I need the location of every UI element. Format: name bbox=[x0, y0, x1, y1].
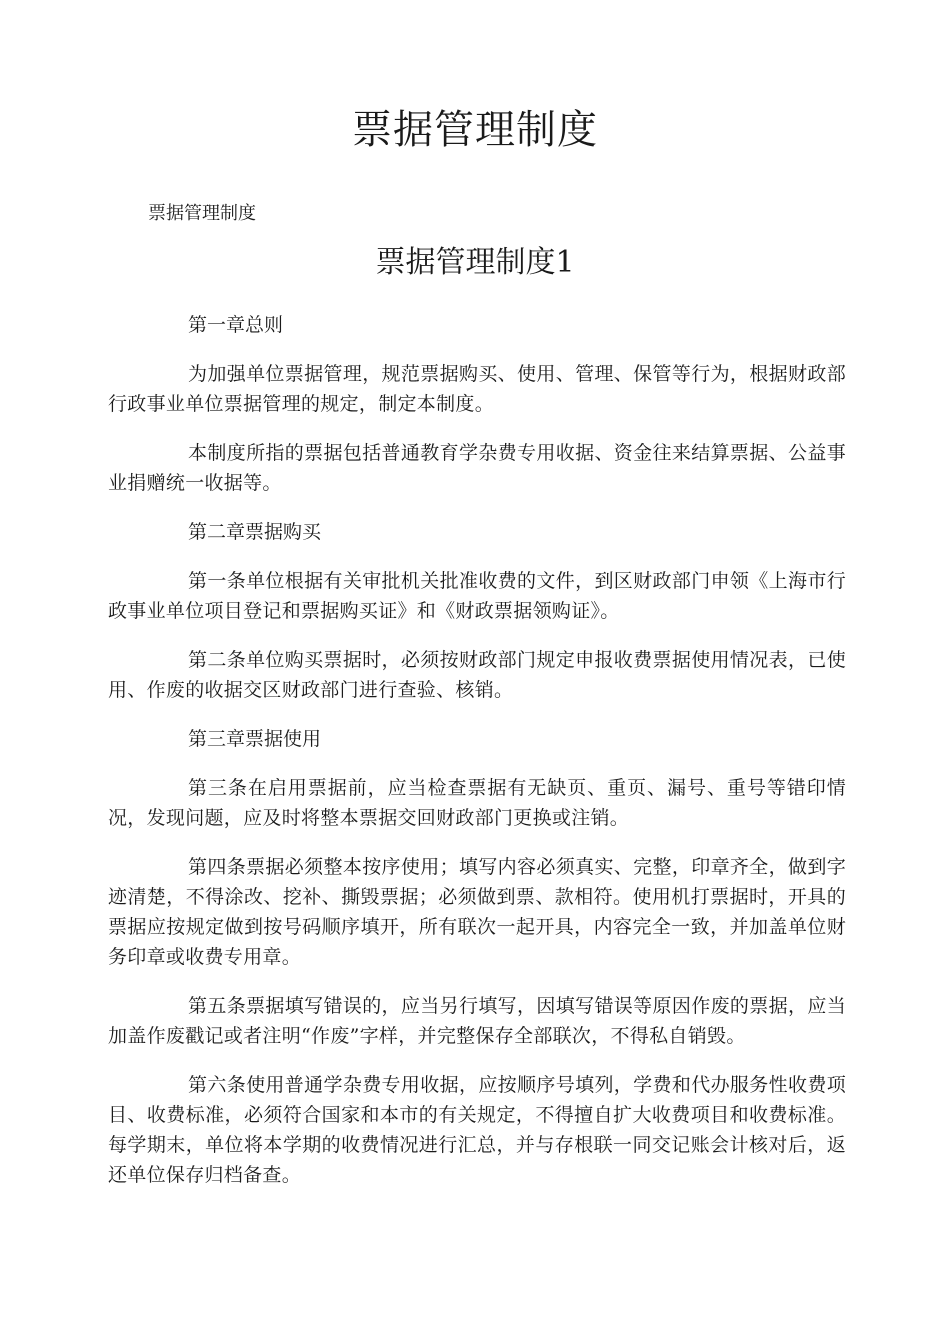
paragraph: 第四条票据必须整本按序使用；填写内容必须真实、完整，印章齐全，做到字迹清楚，不得涂改、挖补、撕毁票据；必须做到票、款相符。使用机打票据时，开具的票据应按规定做到按号码顺序填开，所有联次一起开具，内容完全一致，并加盖单位财务印章或收费专用章。 bbox=[108, 856, 846, 968]
paragraph: 本制度所指的票据包括普通教育学杂费专用收据、资金往来结算票据、公益事业捐赠统一收据等。 bbox=[108, 442, 846, 494]
document-body bbox=[108, 310, 846, 1209]
paragraph: 第六条使用普通学杂费专用收据，应按顺序号填列，学费和代办服务性收费项目、收费标准，必须符合国家和本市的有关规定，不得擅自扩大收费项目和收费标准。每学期末，单位将本学期的收费情况进行汇总，并与存根联一同交记账会计核对后，返还单位保存归档备查。 bbox=[108, 1074, 846, 1186]
paragraph: 为加强单位票据管理，规范票据购买、使用、管理、保管等行为，根据财政部行政事业单位票据管理的规定，制定本制度。 bbox=[108, 363, 846, 415]
main-title: 票据管理制度 bbox=[352, 107, 598, 153]
chapter-heading: 第二章票据购买 bbox=[188, 521, 322, 543]
paragraph: 第一条单位根据有关审批机关批准收费的文件，到区财政部门申领《上海市行政事业单位项目登记和票据购买证》和《财政票据领购证》。 bbox=[108, 570, 846, 622]
paragraph: 第二条单位购买票据时，必须按财政部门规定申报收费票据使用情况表，已使用、作废的收据交区财政部门进行查验、核销。 bbox=[108, 649, 846, 701]
paragraph: 第五条票据填写错误的，应当另行填写，因填写错误等原因作废的票据，应当加盖作废戳记或者注明“作废”字样，并完整保存全部联次，不得私自销毁。 bbox=[108, 995, 846, 1047]
subtitle: 票据管理制度 bbox=[148, 203, 256, 224]
chapter-heading: 第一章总则 bbox=[188, 314, 284, 336]
section-title: 票据管理制度1 bbox=[375, 245, 575, 280]
chapter-heading: 第三章票据使用 bbox=[188, 728, 322, 750]
paragraph: 第三条在启用票据前，应当检查票据有无缺页、重页、漏号、重号等错印情况，发现问题，应及时将整本票据交回财政部门更换或注销。 bbox=[108, 777, 846, 829]
